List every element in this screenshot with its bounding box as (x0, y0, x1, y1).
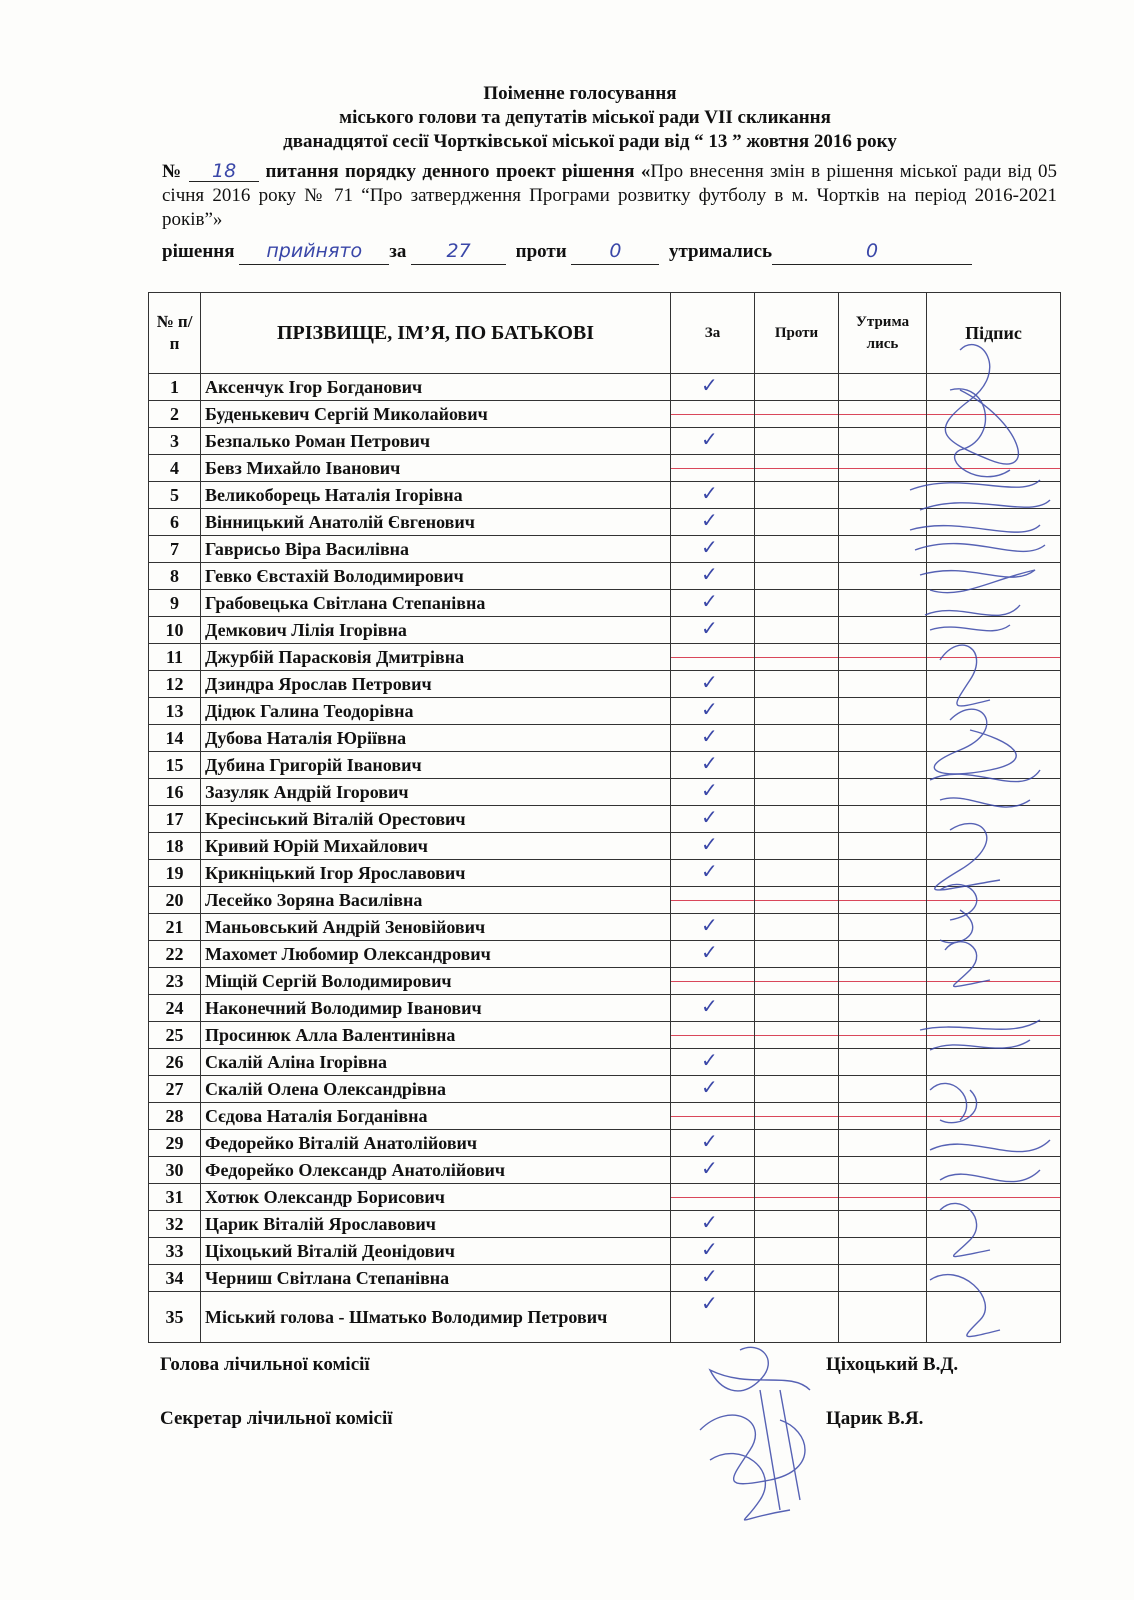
cell-proty (755, 968, 839, 995)
signatures-overlay (900, 330, 1080, 1350)
row-number: 6 (149, 509, 201, 536)
question-text: Про внесення змін в рішення міської ради від 05 січня 2016 року № 71 “Про затвердження Програми розвитку футболу в м. Чортків на період 2016-2021 років”» (162, 161, 1058, 230)
row-name: Просинюк Алла Валентинівна (201, 1022, 671, 1049)
cell-za (671, 374, 755, 401)
absent-strike-line (671, 1197, 754, 1198)
cell-proty (755, 1265, 839, 1292)
check-mark-icon: ✓ (701, 805, 718, 829)
cell-proty (755, 752, 839, 779)
cell-proty (755, 1211, 839, 1238)
check-mark-icon: ✓ (701, 616, 718, 640)
cell-proty (755, 941, 839, 968)
chair-label: Голова лічильної комісії (160, 1354, 370, 1375)
proty-label: проти (515, 241, 567, 262)
cell-proty (755, 914, 839, 941)
secretary-label: Секретар лічильної комісії (160, 1408, 393, 1429)
check-mark-icon: ✓ (701, 724, 718, 748)
cell-proty (755, 806, 839, 833)
check-mark-icon: ✓ (701, 535, 718, 559)
absent-strike-line (755, 657, 838, 658)
check-mark-icon: ✓ (701, 508, 718, 532)
cell-za (671, 698, 755, 725)
cell-za (671, 779, 755, 806)
cell-za (671, 1022, 755, 1049)
row-number: 16 (149, 779, 201, 806)
row-name: Буденькевич Сергій Миколайович (201, 401, 671, 428)
agenda-question (162, 160, 1057, 232)
commission-signatures (680, 1330, 850, 1530)
cell-za (671, 1049, 755, 1076)
cell-za (671, 671, 755, 698)
check-mark-icon: ✓ (701, 1156, 718, 1180)
cell-za (671, 995, 755, 1022)
utr-count: 0 (772, 238, 972, 265)
row-name: Демкович Лілія Ігорівна (201, 617, 671, 644)
cell-proty (755, 671, 839, 698)
row-name: Безпалько Роман Петрович (201, 428, 671, 455)
cell-za (671, 1157, 755, 1184)
cell-za (671, 968, 755, 995)
row-number: 30 (149, 1157, 201, 1184)
row-number: 23 (149, 968, 201, 995)
utr-label: утримались (668, 241, 773, 262)
cell-proty (755, 1184, 839, 1211)
cell-proty (755, 725, 839, 752)
row-number: 15 (149, 752, 201, 779)
check-mark-icon: ✓ (701, 859, 718, 883)
cell-za (671, 536, 755, 563)
row-name: Грабовецька Світлана Степанівна (201, 590, 671, 617)
question-number: 18 (189, 161, 259, 182)
check-mark-icon: ✓ (701, 670, 718, 694)
row-number: 34 (149, 1265, 201, 1292)
row-name: Аксенчук Ігор Богданович (201, 374, 671, 401)
check-mark-icon: ✓ (701, 1237, 718, 1261)
absent-strike-line (755, 1197, 838, 1198)
cell-za (671, 725, 755, 752)
cell-proty (755, 374, 839, 401)
check-mark-icon: ✓ (701, 481, 718, 505)
title-line-2: міського голови та депутатів міської ради VII скликання (339, 107, 831, 128)
cell-proty (755, 644, 839, 671)
cell-proty (755, 887, 839, 914)
absent-strike-line (671, 468, 754, 469)
row-name: Дубова Наталія Юріївна (201, 725, 671, 752)
row-name: Крикніцький Ігор Ярославович (201, 860, 671, 887)
header-sign: Підпис (927, 293, 1061, 374)
row-number: 18 (149, 833, 201, 860)
row-number: 10 (149, 617, 201, 644)
check-mark-icon: ✓ (701, 562, 718, 586)
header-utr: Утрима лись (839, 293, 927, 374)
row-number: 8 (149, 563, 201, 590)
check-mark-icon: ✓ (701, 1291, 718, 1315)
cell-za (671, 401, 755, 428)
decision-line (162, 238, 1057, 265)
cell-za (671, 1238, 755, 1265)
secretary-name: Царик В.Я. (826, 1408, 924, 1429)
absent-strike-line (755, 1035, 838, 1036)
row-number: 33 (149, 1238, 201, 1265)
cell-proty (755, 1238, 839, 1265)
row-number: 2 (149, 401, 201, 428)
cell-za (671, 806, 755, 833)
absent-strike-line (755, 981, 838, 982)
check-mark-icon: ✓ (701, 1129, 718, 1153)
check-mark-icon: ✓ (701, 1075, 718, 1099)
row-name: Бевз Михайло Іванович (201, 455, 671, 482)
row-number: 1 (149, 374, 201, 401)
proty-count: 0 (571, 238, 659, 265)
row-name: Кривий Юрій Михайлович (201, 833, 671, 860)
row-number: 11 (149, 644, 201, 671)
row-number: 20 (149, 887, 201, 914)
cell-za (671, 1211, 755, 1238)
cell-proty (755, 563, 839, 590)
row-name: Гаврисьо Віра Василівна (201, 536, 671, 563)
row-number: 29 (149, 1130, 201, 1157)
check-mark-icon: ✓ (701, 427, 718, 451)
cell-proty (755, 617, 839, 644)
row-name: Лесейко Зоряна Василівна (201, 887, 671, 914)
cell-za (671, 941, 755, 968)
cell-za (671, 1130, 755, 1157)
decision-label: рішення (162, 241, 235, 262)
row-number: 12 (149, 671, 201, 698)
cell-za (671, 455, 755, 482)
row-number: 4 (149, 455, 201, 482)
question-bold-part: питання порядку денного проект рішення « (265, 161, 651, 182)
row-number: 35 (149, 1292, 201, 1343)
cell-proty (755, 428, 839, 455)
row-name: Сєдова Наталія Богданівна (201, 1103, 671, 1130)
cell-proty (755, 1049, 839, 1076)
row-name: Царик Віталій Ярославович (201, 1211, 671, 1238)
cell-proty (755, 779, 839, 806)
row-number: 14 (149, 725, 201, 752)
row-name: Скалій Аліна Ігорівна (201, 1049, 671, 1076)
row-name: Черниш Світлана Степанівна (201, 1265, 671, 1292)
cell-za (671, 590, 755, 617)
header-proty: Проти (755, 293, 839, 374)
absent-strike-line (755, 414, 838, 415)
check-mark-icon: ✓ (701, 1210, 718, 1234)
check-mark-icon: ✓ (701, 1048, 718, 1072)
row-number: 31 (149, 1184, 201, 1211)
row-number: 3 (149, 428, 201, 455)
cell-za (671, 1076, 755, 1103)
cell-za (671, 1103, 755, 1130)
row-name: Скалій Олена Олександрівна (201, 1076, 671, 1103)
cell-proty (755, 590, 839, 617)
check-mark-icon: ✓ (701, 373, 718, 397)
cell-za (671, 914, 755, 941)
row-name: Дідюк Галина Теодорівна (201, 698, 671, 725)
cell-za (671, 860, 755, 887)
row-number: 27 (149, 1076, 201, 1103)
header-name: ПРІЗВИЩЕ, ІМ’Я, ПО БАТЬКОВІ (201, 293, 671, 374)
row-number: 24 (149, 995, 201, 1022)
row-number: 13 (149, 698, 201, 725)
check-mark-icon: ✓ (701, 913, 718, 937)
absent-strike-line (671, 657, 754, 658)
row-name: Кресінський Віталій Орестович (201, 806, 671, 833)
decision-result: прийнято (239, 238, 389, 265)
cell-proty (755, 1157, 839, 1184)
row-name: Дубина Григорій Іванович (201, 752, 671, 779)
cell-za (671, 752, 755, 779)
check-mark-icon: ✓ (701, 589, 718, 613)
check-mark-icon: ✓ (701, 994, 718, 1018)
row-number: 21 (149, 914, 201, 941)
cell-proty (755, 860, 839, 887)
cell-proty (755, 698, 839, 725)
cell-za (671, 887, 755, 914)
row-name: Великоборець Наталія Ігорівна (201, 482, 671, 509)
chair-name: Ціхоцький В.Д. (826, 1354, 959, 1375)
row-name: Джурбій Парасковія Дмитрівна (201, 644, 671, 671)
cell-proty (755, 401, 839, 428)
row-name: Гевко Євстахій Володимирович (201, 563, 671, 590)
absent-strike-line (755, 1116, 838, 1117)
absent-strike-line (671, 900, 754, 901)
absent-strike-line (671, 414, 754, 415)
row-number: 28 (149, 1103, 201, 1130)
cell-za (671, 482, 755, 509)
cell-proty (755, 995, 839, 1022)
check-mark-icon: ✓ (701, 751, 718, 775)
cell-proty (755, 833, 839, 860)
row-name: Маньовський Андрій Зеновійович (201, 914, 671, 941)
cell-za (671, 617, 755, 644)
row-name: Федорейко Віталій Анатолійович (201, 1130, 671, 1157)
cell-za (671, 428, 755, 455)
row-number: 7 (149, 536, 201, 563)
absent-strike-line (671, 1116, 754, 1117)
header-za: За (671, 293, 755, 374)
row-name: Міщій Сергій Володимирович (201, 968, 671, 995)
za-label: за (389, 241, 407, 262)
cell-za (671, 644, 755, 671)
row-number: 26 (149, 1049, 201, 1076)
row-name: Наконечний Володимир Іванович (201, 995, 671, 1022)
row-name: Хотюк Олександр Борисович (201, 1184, 671, 1211)
cell-za (671, 1265, 755, 1292)
check-mark-icon: ✓ (701, 1264, 718, 1288)
cell-za (671, 563, 755, 590)
cell-proty (755, 536, 839, 563)
absent-strike-line (671, 981, 754, 982)
row-number: 5 (149, 482, 201, 509)
check-mark-icon: ✓ (701, 832, 718, 856)
document-header (160, 82, 1060, 154)
row-name: Зазуляк Андрій Ігорович (201, 779, 671, 806)
cell-proty (755, 509, 839, 536)
title-line-1: Поіменне голосування (483, 83, 677, 104)
row-number: 17 (149, 806, 201, 833)
absent-strike-line (755, 468, 838, 469)
row-name: Ціхоцький Віталій Деонідович (201, 1238, 671, 1265)
title-line-3: дванадцятої сесії Чортківської міської ради від “ 13 ” жовтня 2016 року (283, 131, 897, 152)
za-count: 27 (411, 238, 506, 265)
absent-strike-line (671, 1035, 754, 1036)
cell-za (671, 509, 755, 536)
cell-proty (755, 1076, 839, 1103)
cell-proty (755, 1022, 839, 1049)
cell-proty (755, 482, 839, 509)
check-mark-icon: ✓ (701, 940, 718, 964)
row-name: Махомет Любомир Олександрович (201, 941, 671, 968)
row-name: Дзиндра Ярослав Петрович (201, 671, 671, 698)
row-number: 9 (149, 590, 201, 617)
cell-proty (755, 1103, 839, 1130)
row-name: Міський голова - Шматько Володимир Петрович (201, 1292, 671, 1343)
row-number: 22 (149, 941, 201, 968)
row-number: 32 (149, 1211, 201, 1238)
cell-proty (755, 455, 839, 482)
cell-za (671, 1184, 755, 1211)
row-name: Вінницький Анатолій Євгенович (201, 509, 671, 536)
row-name: Федорейко Олександр Анатолійович (201, 1157, 671, 1184)
question-no-prefix: № (162, 161, 183, 182)
cell-za (671, 833, 755, 860)
check-mark-icon: ✓ (701, 697, 718, 721)
row-number: 25 (149, 1022, 201, 1049)
row-number: 19 (149, 860, 201, 887)
header-no: № п/п (149, 293, 201, 374)
absent-strike-line (755, 900, 838, 901)
cell-proty (755, 1130, 839, 1157)
check-mark-icon: ✓ (701, 778, 718, 802)
